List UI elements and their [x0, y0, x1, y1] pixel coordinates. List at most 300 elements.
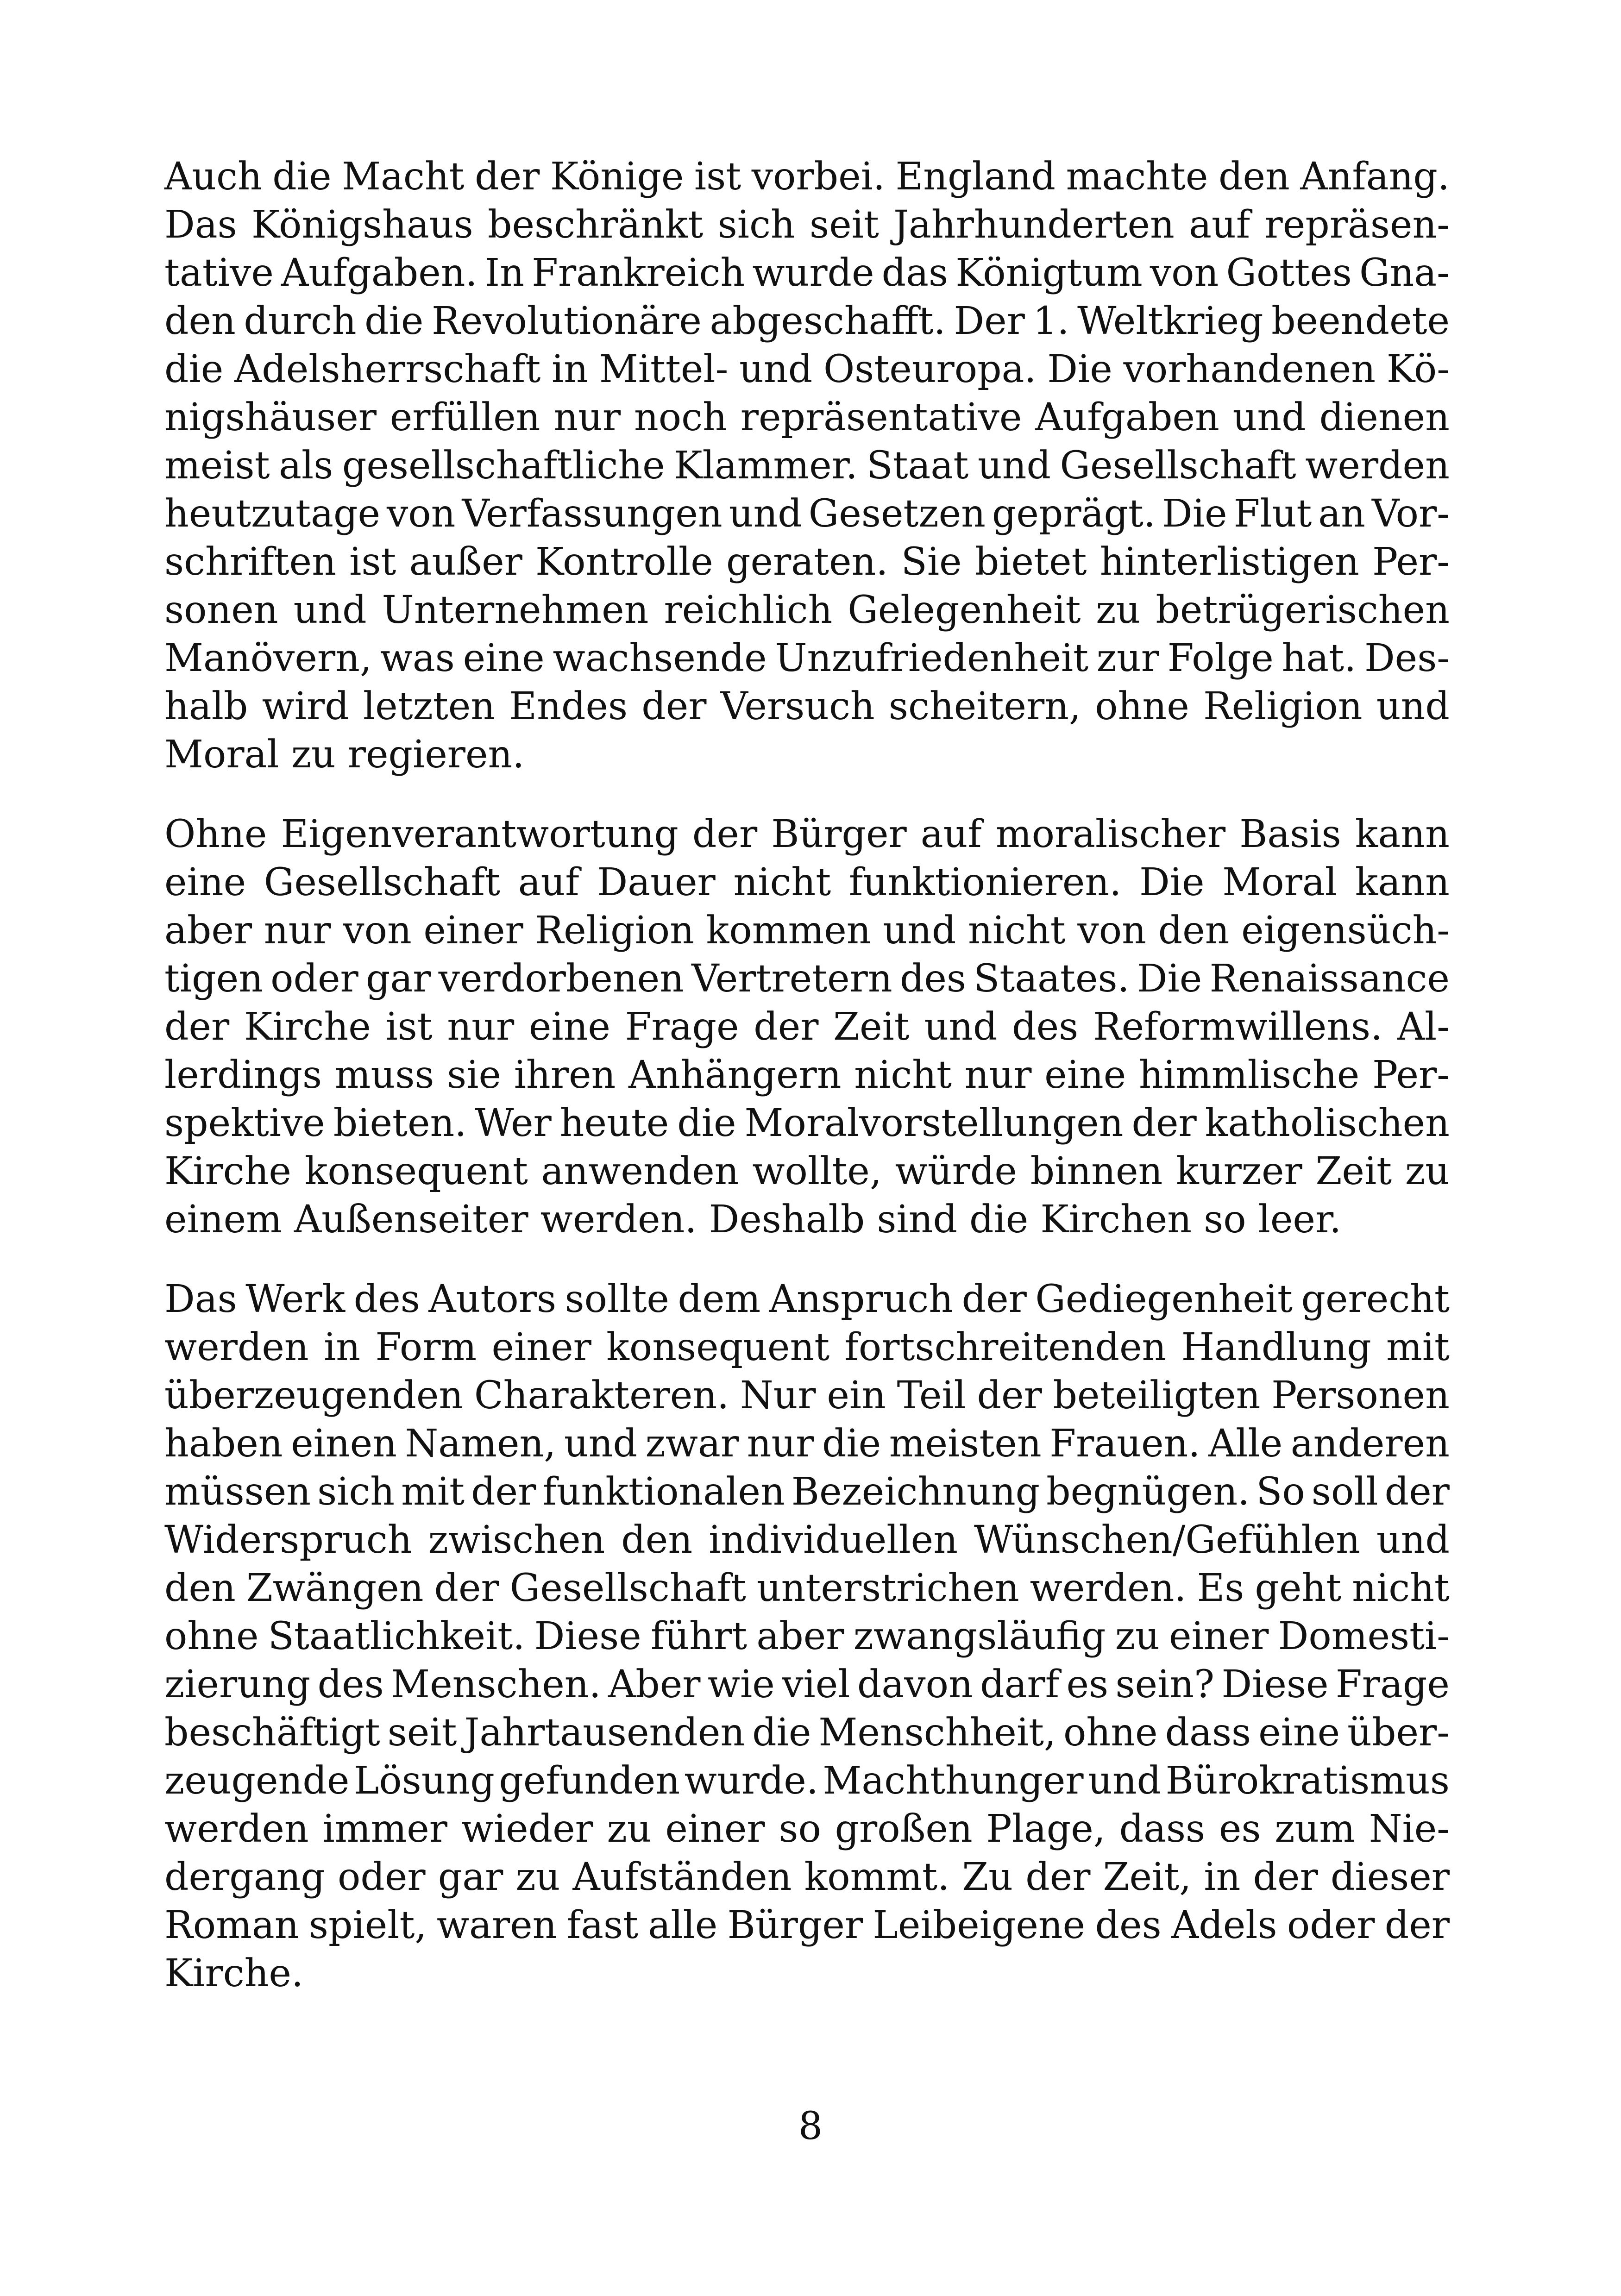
- word: machte: [1066, 155, 1208, 199]
- word: den: [1218, 155, 1290, 199]
- text-line: [164, 1853, 1450, 1901]
- text-line: [164, 810, 1450, 859]
- word: als: [279, 444, 333, 488]
- word: Kirche: [164, 1149, 291, 1193]
- text-line: [164, 1901, 1450, 1950]
- word: Es: [1197, 1566, 1244, 1610]
- word: Zeit,: [1103, 1855, 1192, 1899]
- word: Zeit: [833, 1005, 910, 1049]
- word: und: [977, 444, 1051, 488]
- word: Bürger: [727, 1903, 863, 1947]
- text-line: [164, 297, 1450, 345]
- word: und: [739, 347, 813, 391]
- word: und: [293, 588, 367, 632]
- word: der: [961, 1277, 1027, 1321]
- word: 1.: [1033, 299, 1069, 343]
- word: spektive: [164, 1101, 325, 1145]
- word: noch: [634, 395, 727, 439]
- word: über-: [1347, 1711, 1450, 1755]
- text-line: [164, 1661, 1450, 1709]
- word: darf: [980, 1662, 1060, 1706]
- text-line: [164, 586, 1450, 634]
- word: überzeugenden: [164, 1374, 464, 1418]
- word: binnen: [1030, 1149, 1163, 1193]
- word: sich: [717, 203, 795, 247]
- word: Aber: [608, 1662, 701, 1706]
- word: Diese: [1221, 1662, 1329, 1706]
- word: Al-: [1397, 1005, 1450, 1049]
- word: die: [677, 1101, 736, 1145]
- word: Anfang.: [1300, 155, 1450, 199]
- text-line: [164, 1516, 1450, 1564]
- text-line: [164, 1148, 1450, 1196]
- word: Gesetzen: [808, 492, 986, 536]
- word: auf: [518, 860, 579, 904]
- word: gar: [438, 1855, 503, 1899]
- word: des: [899, 957, 966, 1001]
- word: wollte,: [752, 1149, 882, 1193]
- word: repräsen-: [1264, 203, 1450, 247]
- word: oder: [338, 1855, 426, 1899]
- word: zur: [1096, 636, 1159, 680]
- word: Plage,: [986, 1807, 1106, 1851]
- word: fast: [566, 1903, 639, 1947]
- word: Menschheit,: [818, 1711, 1056, 1755]
- word: nur: [964, 1053, 1032, 1097]
- word: Per-: [1372, 540, 1450, 584]
- word: viel: [782, 1662, 850, 1706]
- text-line: [164, 490, 1450, 538]
- word: eine: [1258, 1711, 1340, 1755]
- word: spielt,: [308, 1903, 427, 1947]
- word: zu: [607, 1807, 652, 1851]
- word: dienen: [1319, 395, 1450, 439]
- word: Aufgaben: [1035, 395, 1219, 439]
- word: aber: [164, 909, 252, 953]
- word: Domesti-: [1278, 1614, 1450, 1658]
- word: es: [1066, 1662, 1109, 1706]
- word: England: [895, 155, 1056, 199]
- word: ein: [827, 1374, 886, 1418]
- word: Die: [1162, 492, 1227, 536]
- word: Wer: [475, 1101, 552, 1145]
- word: funktionalen: [542, 1470, 785, 1514]
- word: der: [1253, 1855, 1318, 1899]
- paragraph: [164, 153, 1450, 779]
- text-line: [164, 634, 1450, 683]
- word: Personen: [1271, 1374, 1450, 1418]
- line-text: Kirche.: [164, 1951, 304, 1995]
- word: der: [1025, 1855, 1091, 1899]
- word: Lösung: [353, 1759, 495, 1803]
- page-number: 8: [798, 2104, 823, 2148]
- word: kommt.: [804, 1855, 950, 1899]
- word: der: [692, 812, 758, 856]
- word: Form: [375, 1325, 477, 1369]
- word: nicht: [854, 1053, 952, 1097]
- word: wurde: [752, 251, 874, 295]
- word: Namen,: [405, 1422, 556, 1466]
- word: einer: [423, 909, 523, 953]
- word: an: [1318, 492, 1365, 536]
- word: So: [1256, 1470, 1305, 1514]
- word: ihren: [514, 1053, 616, 1097]
- word: und: [1376, 684, 1450, 728]
- word: Vor-: [1371, 492, 1450, 536]
- word: Staatlichkeit.: [268, 1614, 525, 1658]
- word: den: [164, 299, 236, 343]
- word: gerecht: [1301, 1277, 1450, 1321]
- word: tative: [164, 251, 274, 295]
- word: fortschreitenden: [844, 1325, 1167, 1369]
- word: oder: [270, 957, 358, 1001]
- word: kommen: [706, 909, 871, 953]
- page-body: [164, 153, 1450, 2029]
- word: sein?: [1115, 1662, 1215, 1706]
- word: Kö-: [1386, 347, 1450, 391]
- word: Kirche: [244, 1005, 371, 1049]
- word: einen: [291, 1422, 397, 1466]
- word: Der: [954, 299, 1025, 343]
- word: nur: [553, 395, 621, 439]
- word: Nie-: [1369, 1807, 1450, 1851]
- word: das: [881, 251, 949, 295]
- word: Unternehmen: [382, 588, 649, 632]
- word: nigshäuser: [164, 395, 377, 439]
- word: nur: [747, 1422, 814, 1466]
- word: ist: [694, 155, 741, 199]
- word: immer: [322, 1807, 447, 1851]
- word: alle: [648, 1903, 718, 1947]
- word: Revolutionäre: [431, 299, 702, 343]
- word: Diese: [534, 1614, 641, 1658]
- word: anderen: [1290, 1422, 1450, 1466]
- word: die: [272, 155, 332, 199]
- word: nicht: [1352, 1566, 1450, 1610]
- word: Roman: [164, 1903, 299, 1947]
- word: oder: [1287, 1903, 1375, 1947]
- word: dem: [678, 1277, 761, 1321]
- word: Moral: [1222, 860, 1337, 904]
- word: würde: [895, 1149, 1017, 1193]
- word: Religion: [535, 909, 694, 953]
- word: der: [434, 1566, 499, 1610]
- word: sollte: [565, 1277, 669, 1321]
- word: vorhandenen: [1123, 347, 1376, 391]
- text-line: [164, 859, 1450, 907]
- word: katholischen: [1205, 1101, 1450, 1145]
- word: eine: [528, 1005, 610, 1049]
- word: Könige: [550, 155, 684, 199]
- word: Die: [1137, 957, 1202, 1001]
- word: Zwängen: [246, 1566, 424, 1610]
- word: abgeschafft.: [710, 299, 946, 343]
- word: vorbei.: [751, 155, 885, 199]
- word: Gesellschaft: [264, 860, 500, 904]
- word: hat.: [1282, 636, 1357, 680]
- word: durch: [244, 299, 357, 343]
- word: einer: [491, 1325, 591, 1369]
- text-line: [164, 1805, 1450, 1853]
- word: Folge: [1167, 636, 1274, 680]
- word: der: [1384, 1470, 1450, 1514]
- word: Frage: [1335, 1662, 1450, 1706]
- word: Weltkrieg: [1077, 299, 1263, 343]
- word: zu: [1115, 1614, 1160, 1658]
- word: Basis: [1239, 812, 1341, 856]
- word: Unzufriedenheit: [775, 636, 1089, 680]
- word: tigen: [164, 957, 264, 1001]
- word: wieder: [461, 1807, 593, 1851]
- word: Die: [1139, 860, 1205, 904]
- word: Gediegenheit: [1035, 1277, 1293, 1321]
- word: Jahrtausenden: [464, 1711, 745, 1755]
- text-line: [164, 345, 1450, 394]
- word: in: [552, 347, 589, 391]
- word: sich: [317, 1470, 395, 1514]
- word: den: [1158, 909, 1230, 953]
- word: zum: [1275, 1807, 1355, 1851]
- word: bietet: [974, 540, 1087, 584]
- word: gesellschaftliche: [342, 444, 665, 488]
- word: Religion: [1203, 684, 1363, 728]
- word: die: [752, 1711, 811, 1755]
- word: nur: [264, 909, 331, 953]
- word: Leibeigene: [873, 1903, 1086, 1947]
- word: Handlung: [1181, 1325, 1371, 1369]
- word: geraten.: [726, 540, 888, 584]
- word: Bezeichnung: [791, 1470, 1040, 1514]
- word: und: [924, 1005, 998, 1049]
- text-line: [164, 1372, 1450, 1420]
- word: mit: [401, 1470, 465, 1514]
- text-line: [164, 442, 1450, 490]
- word: Die: [1047, 347, 1112, 391]
- word: muss: [334, 1053, 434, 1097]
- word: so: [779, 1807, 821, 1851]
- word: wie: [707, 1662, 775, 1706]
- word: kann: [1355, 860, 1450, 904]
- word: schriften: [164, 540, 336, 584]
- text-line: [164, 1757, 1450, 1805]
- word: heute: [559, 1101, 669, 1145]
- word: was: [380, 636, 455, 680]
- word: Widerspruch: [164, 1518, 412, 1562]
- word: Anhängern: [628, 1053, 842, 1097]
- text-line: [164, 249, 1450, 297]
- word: eine: [463, 636, 545, 680]
- word: geht: [1255, 1566, 1342, 1610]
- word: in: [324, 1325, 361, 1369]
- word: eine: [1044, 1053, 1126, 1097]
- word: Zu: [962, 1855, 1013, 1899]
- word: Renaissance: [1209, 957, 1450, 1001]
- word: bieten.: [333, 1101, 467, 1145]
- word: der: [977, 1374, 1042, 1418]
- word: Frankreich: [532, 251, 745, 295]
- word: anwenden: [541, 1149, 739, 1193]
- word: Osteuropa.: [823, 347, 1037, 391]
- word: verdorbenen: [438, 957, 684, 1001]
- word: dass: [1119, 1807, 1206, 1851]
- word: die: [822, 1422, 881, 1466]
- word: dieser: [1330, 1855, 1450, 1899]
- word: und: [729, 492, 802, 536]
- word: seit: [387, 1711, 457, 1755]
- word: Des-: [1364, 636, 1450, 680]
- word: Nur: [740, 1374, 816, 1418]
- word: Moralvorstellungen: [744, 1101, 1124, 1145]
- text-line: [164, 1612, 1450, 1661]
- word: sie: [447, 1053, 502, 1097]
- word: von: [1077, 909, 1146, 953]
- word: lerdings: [164, 1053, 322, 1097]
- word: heutzutage: [164, 492, 380, 536]
- word: wird: [262, 684, 349, 728]
- word: Bürokratismus: [1165, 1759, 1450, 1803]
- word: repräsentative: [740, 395, 1022, 439]
- text-line: [164, 153, 1450, 201]
- word: mit: [1386, 1325, 1450, 1369]
- word: individuellen: [709, 1518, 958, 1562]
- text-line: [164, 1051, 1450, 1099]
- word: dergang: [164, 1855, 325, 1899]
- word: von: [386, 492, 456, 536]
- word: der: [1131, 1101, 1197, 1145]
- word: und: [564, 1422, 638, 1466]
- word: unterstrichen: [756, 1566, 1019, 1610]
- word: Königtum: [955, 251, 1143, 295]
- word: zeugende: [164, 1759, 350, 1803]
- word: des: [1012, 1005, 1079, 1049]
- word: nur: [447, 1005, 515, 1049]
- word: letzten: [363, 684, 496, 728]
- word: gefunden: [499, 1759, 680, 1803]
- word: führt: [650, 1614, 748, 1658]
- word: ist: [385, 1005, 433, 1049]
- word: der: [475, 155, 540, 199]
- word: Aufgaben.: [281, 251, 478, 295]
- word: und: [1088, 1759, 1162, 1803]
- word: begnügen.: [1046, 1470, 1250, 1514]
- word: Endes: [509, 684, 628, 728]
- word: und: [1232, 395, 1306, 439]
- word: Zeit: [1315, 1149, 1392, 1193]
- text-line: [164, 1420, 1450, 1468]
- word: Kontrolle: [535, 540, 713, 584]
- word: Auch: [164, 155, 262, 199]
- word: ohne: [1063, 1711, 1158, 1755]
- word: Per-: [1372, 1053, 1450, 1097]
- word: zwischen: [428, 1518, 605, 1562]
- word: des: [1095, 1903, 1162, 1947]
- word: davon: [857, 1662, 973, 1706]
- line-text: einem Außenseiter werden. Deshalb sind die Kirchen so leer.: [164, 1198, 1342, 1242]
- word: großen: [835, 1807, 973, 1851]
- word: Klammer.: [674, 444, 858, 488]
- text-line: [164, 538, 1450, 586]
- word: Königshaus: [251, 203, 473, 247]
- word: der: [471, 1470, 536, 1514]
- word: Das: [164, 203, 237, 247]
- word: Verfassungen: [462, 492, 723, 536]
- word: beteiligten: [1053, 1374, 1261, 1418]
- word: Frage: [625, 1005, 739, 1049]
- word: scheitern,: [888, 684, 1081, 728]
- word: werden.: [1030, 1566, 1187, 1610]
- text-line: [164, 907, 1450, 955]
- word: kann: [1355, 812, 1450, 856]
- word: Menschen.: [391, 1662, 601, 1706]
- word: in: [1204, 1855, 1241, 1899]
- word: beschränkt: [487, 203, 704, 247]
- word: Adels: [1171, 1903, 1277, 1947]
- word: halb: [164, 684, 248, 728]
- text-line: [164, 1324, 1450, 1372]
- word: Adelsherrschaft: [234, 347, 541, 391]
- word: Gesellschaft: [509, 1566, 746, 1610]
- word: werden: [1305, 444, 1450, 488]
- word: ohne: [164, 1614, 259, 1658]
- word: einer: [665, 1807, 765, 1851]
- word: nicht: [968, 909, 1066, 953]
- word: sonen: [164, 588, 278, 632]
- word: der: [641, 684, 707, 728]
- word: Werk: [245, 1277, 346, 1321]
- word: reichlich: [664, 588, 833, 632]
- word: meist: [164, 444, 270, 488]
- word: beendete: [1271, 299, 1450, 343]
- paragraph: [164, 810, 1450, 1244]
- word: Staat: [867, 444, 969, 488]
- word: Autors: [428, 1277, 557, 1321]
- word: funktionieren.: [848, 860, 1122, 904]
- text-line: [164, 731, 1450, 779]
- word: Jahrhunderten: [893, 203, 1175, 247]
- word: den: [621, 1518, 693, 1562]
- word: Alle: [1208, 1422, 1283, 1466]
- word: Reformwillens.: [1093, 1005, 1383, 1049]
- word: von: [1150, 251, 1219, 295]
- word: des: [353, 1277, 420, 1321]
- word: Gelegenheit: [848, 588, 1081, 632]
- word: Das: [164, 1277, 237, 1321]
- text-line: [164, 1468, 1450, 1516]
- word: gar: [365, 957, 431, 1001]
- word: Ohne: [164, 812, 267, 856]
- word: Frauen.: [1049, 1422, 1200, 1466]
- word: zu: [1405, 1149, 1450, 1193]
- text-line: [164, 1275, 1450, 1324]
- word: konsequent: [304, 1149, 528, 1193]
- word: geprägt.: [992, 492, 1156, 536]
- word: es: [1219, 1807, 1261, 1851]
- word: der: [164, 1005, 230, 1049]
- word: Wünschen/Gefühlen: [974, 1518, 1360, 1562]
- text-line: [164, 1564, 1450, 1612]
- word: eine: [164, 860, 246, 904]
- text-line: [164, 201, 1450, 249]
- word: ohne: [1095, 684, 1189, 728]
- word: dass: [1165, 1711, 1251, 1755]
- word: werden: [164, 1807, 309, 1851]
- word: und: [1376, 1518, 1450, 1562]
- word: die: [364, 299, 424, 343]
- word: Anspruch: [769, 1277, 954, 1321]
- word: eigensüch-: [1241, 909, 1450, 953]
- word: konsequent: [606, 1325, 830, 1369]
- word: Bürger: [771, 812, 907, 856]
